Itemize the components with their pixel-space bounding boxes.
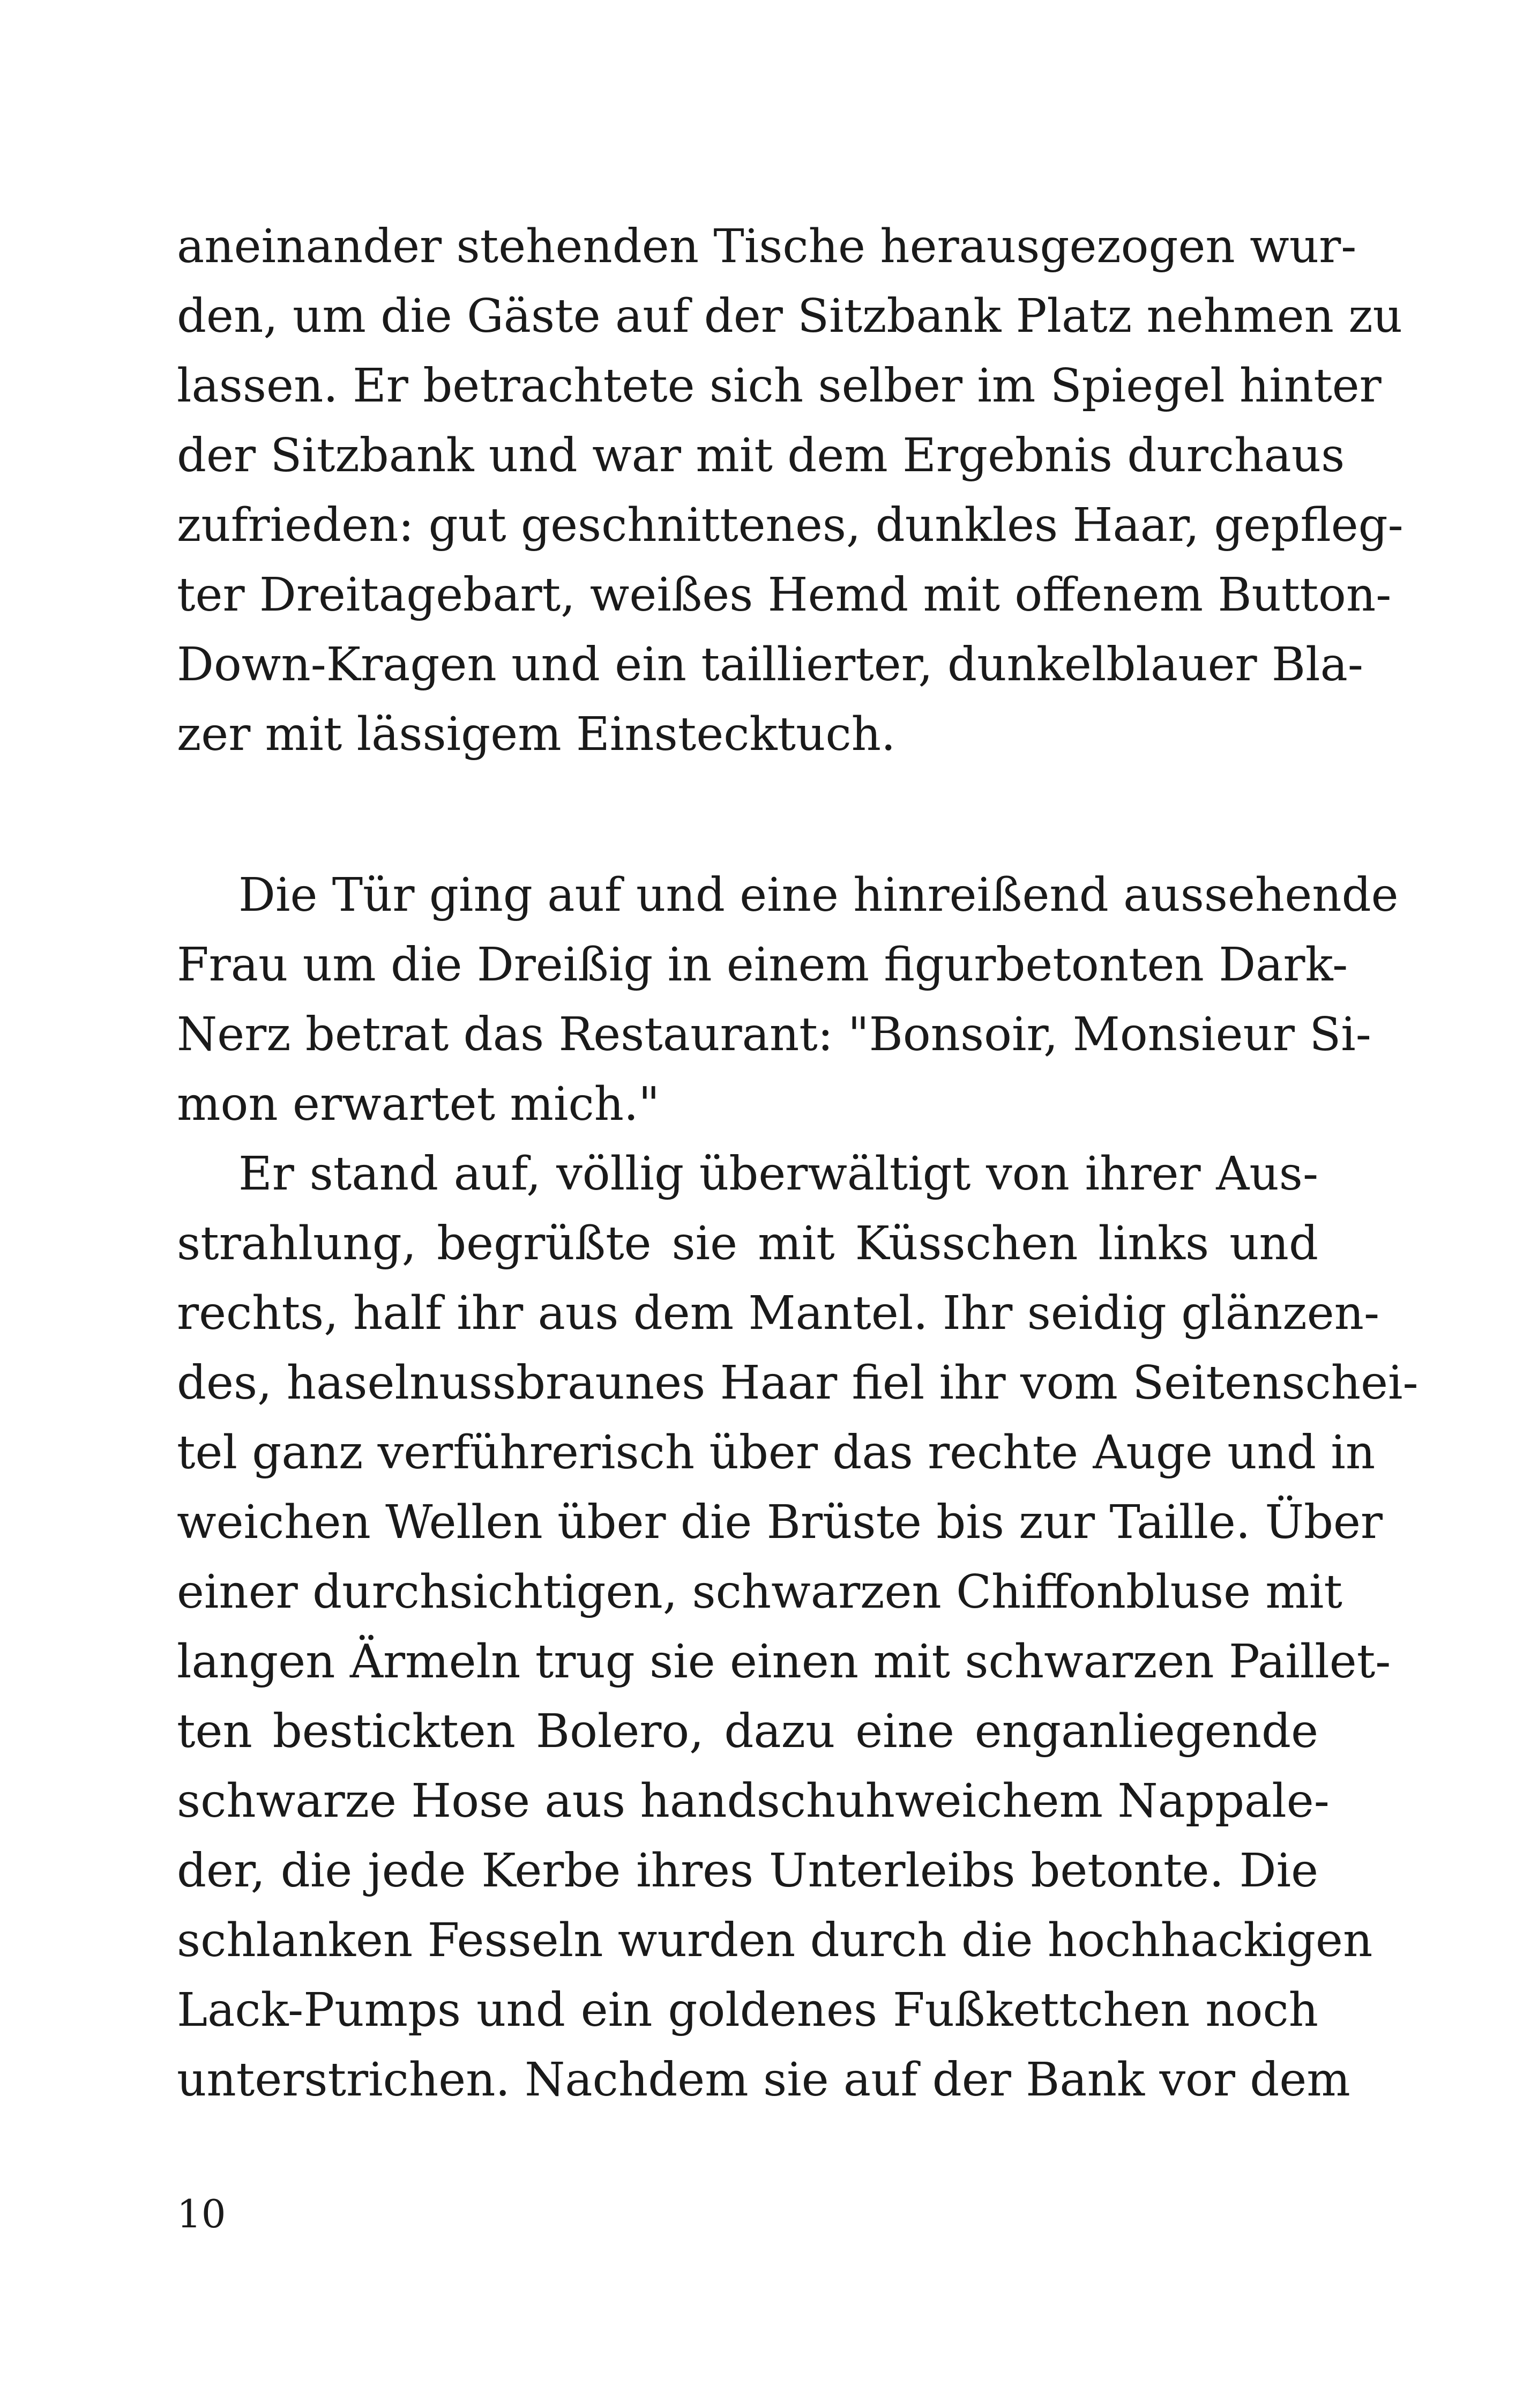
text-line: Die Tür ging auf und eine hinreißend aussehende xyxy=(238,868,1399,922)
text-line: der, die jede Kerbe ihres Unterleibs betonte. Die xyxy=(177,1844,1318,1898)
text-line: zer mit lässigem Einstecktuch. xyxy=(177,708,896,761)
text-line: des, haselnussbraunes Haar fiel ihr vom Seitenschei- xyxy=(177,1356,1419,1410)
text-line: weichen Wellen über die Brüste bis zur Taille. Über xyxy=(177,1496,1383,1549)
text-line: aneinander stehenden Tische herausgezogen wur- xyxy=(177,220,1357,273)
text-line: langen Ärmeln trug sie einen mit schwarzen Paillet- xyxy=(177,1635,1391,1689)
text-line: unterstrichen. Nachdem sie auf der Bank vor dem xyxy=(177,2053,1350,2107)
text-line: der Sitzbank und war mit dem Ergebnis durchaus xyxy=(177,429,1345,482)
page-number: 10 xyxy=(177,2191,226,2236)
text-line: Lack-Pumps und ein goldenes Fußkettchen noch xyxy=(177,1983,1318,2037)
text-line: Er stand auf, völlig überwältigt von ihrer Aus- xyxy=(238,1147,1318,1201)
paragraph-gap xyxy=(177,769,1318,860)
text-line: rechts, half ihr aus dem Mantel. Ihr seidig glänzen- xyxy=(177,1287,1380,1340)
text-line: ter Dreitagebart, weißes Hemd mit offenem Button- xyxy=(177,568,1392,622)
text-line: den, um die Gäste auf der Sitzbank Platz nehmen zu xyxy=(177,289,1403,343)
text-line: mon erwartet mich." xyxy=(177,1077,660,1131)
text-line: einer durchsichtigen, schwarzen Chiffonbluse mit xyxy=(177,1565,1342,1619)
text-line: Down-Kragen und ein taillierter, dunkelblauer Bla- xyxy=(177,638,1363,692)
body-text xyxy=(177,212,1419,2115)
text-line: strahlung, begrüßte sie mit Küsschen links und xyxy=(177,1217,1318,1270)
text-line: ten bestickten Bolero, dazu eine enganliegende xyxy=(177,1705,1318,1758)
text-line: Frau um die Dreißig in einem figurbetonten Dark- xyxy=(177,938,1348,992)
text-line: Nerz betrat das Restaurant: "Bonsoir, Monsieur Si- xyxy=(177,1008,1371,1061)
text-line: schwarze Hose aus handschuhweichem Nappale- xyxy=(177,1774,1330,1828)
text-line: zufrieden: gut geschnittenes, dunkles Haar, gepfleg- xyxy=(177,499,1403,552)
text-line: lassen. Er betrachtete sich selber im Spiegel hinter xyxy=(177,359,1382,413)
text-line: tel ganz verführerisch über das rechte Auge und in xyxy=(177,1426,1376,1480)
text-line: schlanken Fesseln wurden durch die hochhackigen xyxy=(177,1914,1373,1967)
